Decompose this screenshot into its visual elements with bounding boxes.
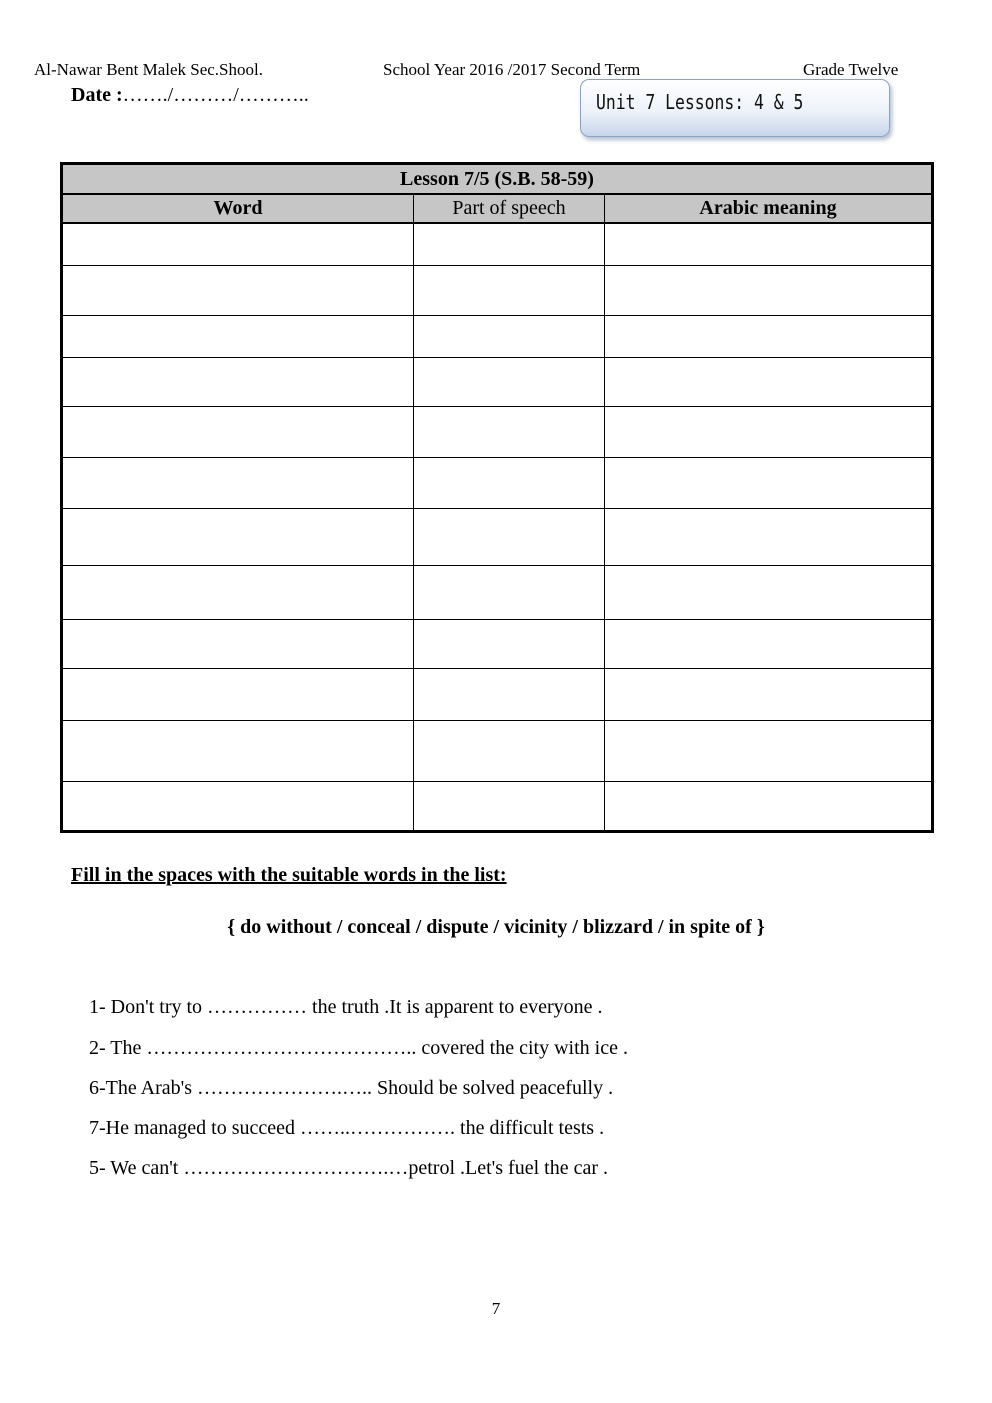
table-row	[62, 457, 933, 508]
table-row	[62, 265, 933, 315]
table-row	[62, 315, 933, 357]
part-of-speech-cell[interactable]	[414, 720, 605, 781]
column-header-word: Word	[62, 194, 414, 223]
vocabulary-table	[60, 162, 934, 833]
arabic-meaning-cell[interactable]	[605, 565, 933, 619]
table-row	[62, 619, 933, 668]
exercise-sentence-5: 5- We can't ………………………….…petrol .Let's fuel the car .	[89, 1157, 608, 1179]
arabic-meaning-cell[interactable]	[605, 720, 933, 781]
part-of-speech-cell[interactable]	[414, 223, 605, 265]
page-number: 7	[491, 1299, 501, 1318]
grade-level: Grade Twelve	[803, 60, 899, 79]
part-of-speech-cell[interactable]	[414, 668, 605, 720]
column-header-arabic-meaning: Arabic meaning	[605, 194, 933, 223]
part-of-speech-cell[interactable]	[414, 357, 605, 406]
exercise-sentence-6: 6-The Arab's ………………….….. Should be solved peacefully .	[89, 1077, 614, 1099]
table-row	[62, 357, 933, 406]
unit-lessons-box	[580, 79, 890, 137]
school-name: Al-Nawar Bent Malek Sec.Shool.	[34, 60, 263, 79]
table-title: Lesson 7/5 (S.B. 58-59)	[62, 164, 933, 195]
part-of-speech-cell[interactable]	[414, 406, 605, 457]
table-row	[62, 508, 933, 565]
table-row	[62, 565, 933, 619]
date-blank: ……./………/………..	[122, 84, 309, 106]
table-row	[62, 223, 933, 265]
part-of-speech-cell[interactable]	[414, 315, 605, 357]
word-cell[interactable]	[62, 508, 414, 565]
arabic-meaning-cell[interactable]	[605, 781, 933, 831]
word-cell[interactable]	[62, 457, 414, 508]
part-of-speech-cell[interactable]	[414, 265, 605, 315]
word-cell[interactable]	[62, 619, 414, 668]
exercise-sentence-7: 7-He managed to succeed ……..……………. the difficult tests .	[89, 1117, 605, 1139]
arabic-meaning-cell[interactable]	[605, 406, 933, 457]
arabic-meaning-cell[interactable]	[605, 223, 933, 265]
part-of-speech-cell[interactable]	[414, 457, 605, 508]
word-cell[interactable]	[62, 406, 414, 457]
date-line	[71, 84, 309, 107]
column-header-part-of-speech: Part of speech	[414, 194, 605, 223]
arabic-meaning-cell[interactable]	[605, 668, 933, 720]
word-cell[interactable]	[62, 668, 414, 720]
word-cell[interactable]	[62, 223, 414, 265]
arabic-meaning-cell[interactable]	[605, 457, 933, 508]
part-of-speech-cell[interactable]	[414, 508, 605, 565]
word-cell[interactable]	[62, 781, 414, 831]
school-year: School Year 2016 /2017 Second Term	[383, 60, 641, 79]
word-list: { do without / conceal / dispute / vicinity / blizzard / in spite of }	[227, 916, 765, 938]
word-cell[interactable]	[62, 565, 414, 619]
part-of-speech-cell[interactable]	[414, 565, 605, 619]
arabic-meaning-cell[interactable]	[605, 619, 933, 668]
word-cell[interactable]	[62, 720, 414, 781]
arabic-meaning-cell[interactable]	[605, 357, 933, 406]
unit-lessons-label: Unit 7 Lessons: 4 & 5	[596, 90, 804, 114]
date-label: Date :	[71, 84, 123, 106]
exercise-sentence-2: 2- The ………………………………….. covered the city with ice .	[89, 1037, 628, 1059]
arabic-meaning-cell[interactable]	[605, 315, 933, 357]
part-of-speech-cell[interactable]	[414, 619, 605, 668]
table-row	[62, 781, 933, 831]
arabic-meaning-cell[interactable]	[605, 265, 933, 315]
exercise-instruction: Fill in the spaces with the suitable words in the list:	[71, 864, 507, 886]
word-cell[interactable]	[62, 265, 414, 315]
table-row	[62, 406, 933, 457]
table-row	[62, 668, 933, 720]
word-cell[interactable]	[62, 357, 414, 406]
part-of-speech-cell[interactable]	[414, 781, 605, 831]
exercise-sentence-1: 1- Don't try to …………… the truth .It is apparent to everyone .	[89, 996, 603, 1018]
arabic-meaning-cell[interactable]	[605, 508, 933, 565]
word-cell[interactable]	[62, 315, 414, 357]
table-row	[62, 720, 933, 781]
